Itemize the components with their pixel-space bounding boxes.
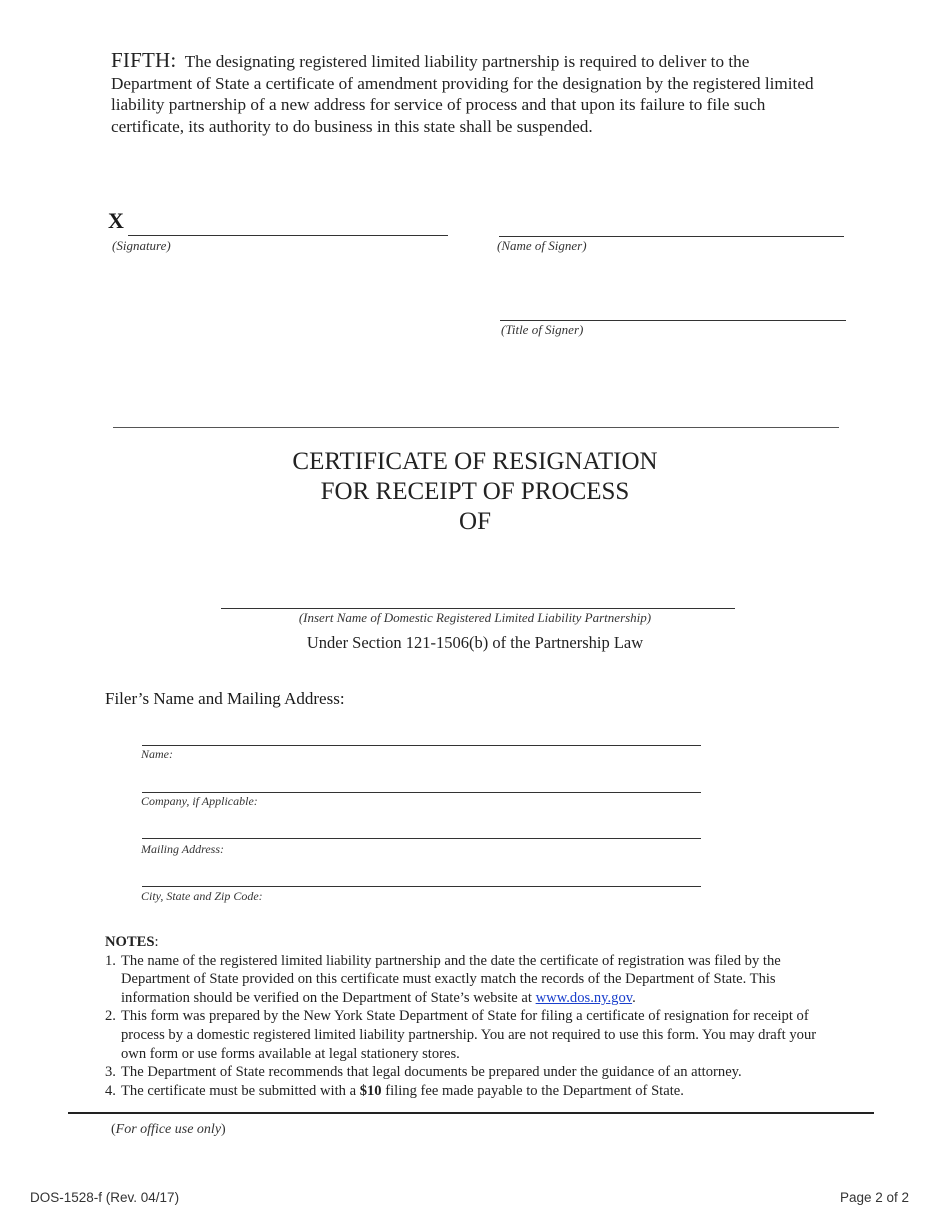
filer-city-label: City, State and Zip Code: <box>141 889 263 903</box>
name-of-signer-line[interactable] <box>499 236 844 237</box>
notes-heading: NOTES: <box>105 934 159 950</box>
filer-company-label: Company, if Applicable: <box>141 794 258 808</box>
certificate-title-line1: CERTIFICATE OF RESIGNATION <box>292 448 658 475</box>
filing-fee: $10 <box>359 1082 382 1099</box>
filer-address-label: Mailing Address: <box>141 842 224 856</box>
fifth-lead: FIFTH: <box>111 48 177 72</box>
signature-x-mark: X <box>108 208 124 233</box>
section-reference: Under Section 121-1506(b) of the Partnership Law <box>306 633 644 652</box>
page-number: Page 2 of 2 <box>839 1190 909 1205</box>
office-use-divider <box>68 1112 874 1114</box>
filer-heading: Filer’s Name and Mailing Address: <box>105 689 345 708</box>
filer-address-line[interactable] <box>142 838 701 839</box>
section-divider <box>113 427 839 428</box>
filer-city-line[interactable] <box>142 886 701 887</box>
certificate-title-line2: FOR RECEIPT OF PROCESS <box>320 478 630 505</box>
filer-name-label: Name: <box>141 747 173 761</box>
certificate-title-line3: OF <box>459 508 491 535</box>
title-of-signer-line[interactable] <box>500 320 846 321</box>
filer-company-line[interactable] <box>142 792 701 793</box>
fifth-paragraph <box>111 50 831 137</box>
notes-list <box>105 952 825 1101</box>
note-item: 4. The certificate must be submitted with a $10 filing fee made payable to the Department of State. <box>105 1082 684 1099</box>
note-item: 3. The Department of State recommends that legal documents be prepared under the guidance of an attorney. <box>105 1064 742 1081</box>
title-of-signer-caption: (Title of Signer) <box>501 322 584 337</box>
partnership-name-line[interactable] <box>221 608 735 609</box>
partnership-name-caption: (Insert Name of Domestic Registered Limited Liability Partnership) <box>298 610 652 625</box>
notes-section <box>105 933 825 1100</box>
note-item: 1. The name of the registered limited liability partnership and the date the certificate of registration was filed by the Department of State provided on this certificate must exactly match the records of the Department of State. This information should be verified on the Department of State’s website at www.dos.ny.gov. <box>105 952 781 1006</box>
signature-line[interactable] <box>128 235 448 236</box>
signature-caption: (Signature) <box>112 238 171 253</box>
note-item: 2. This form was prepared by the New York State Department of State for filing a certificate of resignation for receipt of process by a domestic registered limited liability partnership. You are not required to use this form. You may draft your own form or use forms available at legal stationery stores. <box>105 1008 817 1062</box>
office-use-label: (For office use only) <box>111 1122 226 1137</box>
form-id: DOS-1528-f (Rev. 04/17) <box>30 1190 180 1205</box>
name-of-signer-caption: (Name of Signer) <box>497 238 587 253</box>
dos-website-link[interactable]: www.dos.ny.gov <box>535 989 633 1006</box>
fifth-text: The designating registered limited liability partnership is required to deliver to the Department of State a certificate of amendment providing for the designation by the registered limited liability partnership of a new address for service of process and that upon its failure to file such certificate, its authority to do business in this state shall be suspended. <box>111 52 814 136</box>
filer-name-line[interactable] <box>142 745 701 746</box>
